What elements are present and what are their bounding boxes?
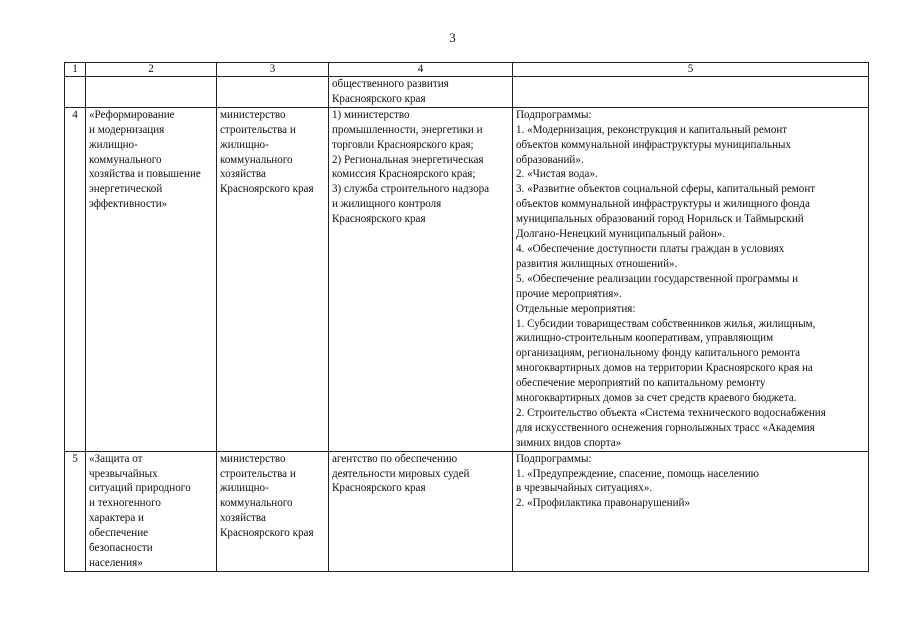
text-line: 3. «Развитие объектов социальной сферы, капитальный ремонт (516, 183, 816, 196)
text-line: 3) служба строительного надзора (332, 183, 490, 196)
text-line: Подпрограммы: (516, 108, 592, 121)
text-line: эффективности» (89, 198, 168, 211)
program-name-cell (86, 451, 217, 571)
text-line: агентство по обеспечению (332, 452, 458, 465)
text-line: муниципальных образований город Норильск и Таймырский (516, 213, 804, 226)
text-line: «Реформирование (89, 108, 175, 121)
text-line: Подпрограммы: (516, 452, 592, 465)
program-name-cell (86, 107, 217, 451)
coexecutors-cell (329, 107, 513, 451)
table-row (65, 107, 869, 451)
text-line: обеспечение (89, 527, 149, 540)
cell (217, 77, 329, 108)
header-cell: 5 (513, 63, 869, 77)
text-line: 1) министерство (332, 108, 410, 121)
text-line: чрезвычайных (89, 467, 158, 480)
text-line: Красноярского края (332, 213, 426, 226)
text-line: 2. Строительство объекта «Система технического водоснабжения (516, 406, 826, 419)
text-line: комиссия Красноярского края; (332, 168, 476, 181)
text-line: Красноярского края (220, 183, 314, 196)
text-line: обеспечение мероприятий по капитальному ремонту (516, 377, 766, 390)
text-line: жилищно- (89, 138, 138, 151)
text-line: многоквартирных домов на территории Красноярского края на (516, 362, 813, 375)
header-cell: 3 (217, 63, 329, 77)
text-line: объектов коммунальной инфраструктуры и жилищного фонда (516, 198, 810, 211)
text-line: жилищно- (220, 138, 269, 151)
text-line: 4. «Обеспечение доступности платы граждан в условиях (516, 242, 785, 255)
text-line: жилищно- (220, 482, 269, 495)
text-line: Красноярского края (332, 482, 426, 495)
header-cell: 1 (65, 63, 86, 77)
text-line: 1. «Модернизация, реконструкция и капитальный ремонт (516, 123, 788, 136)
text-line: Красноярского края (220, 527, 314, 540)
text-line: 2. «Профилактика правонарушений» (516, 497, 691, 510)
text-line: ситуаций природного (89, 482, 191, 495)
continuation-row (65, 77, 869, 108)
table-row (65, 451, 869, 571)
text-line: и техногенного (89, 497, 161, 510)
text-line: торговли Красноярского края; (332, 138, 474, 151)
text-line: хозяйства (220, 512, 266, 525)
row-number: 5 (65, 451, 86, 571)
header-cell: 4 (329, 63, 513, 77)
text-line: коммунального (220, 153, 293, 166)
cell (65, 77, 86, 108)
text-line: «Защита от (89, 452, 143, 465)
header-cell: 2 (86, 63, 217, 77)
subprograms-cell (513, 451, 869, 571)
text-line: хозяйства (220, 168, 266, 181)
text-line: 1. «Предупреждение, спасение, помощь населению (516, 467, 759, 480)
text-line: многоквартирных домов за счет средств краевого бюджета. (516, 392, 797, 405)
row-number: 4 (65, 107, 86, 451)
text-line: безопасности (89, 542, 153, 555)
text-line: характера и (89, 512, 144, 525)
responsible-cell (217, 107, 329, 451)
text-line: 2) Региональная энергетическая (332, 153, 484, 166)
text-line: коммунального (220, 497, 293, 510)
text-line: образований». (516, 153, 584, 166)
text-line: хозяйства и повышение (89, 168, 201, 181)
text-line: в чрезвычайных ситуациях». (516, 482, 653, 495)
text-line: Долгано-Ненецкий муниципальный район». (516, 228, 726, 241)
text-line: общественного развития (332, 78, 449, 90)
text-line: 2. «Чистая вода». (516, 168, 598, 181)
responsible-cell (217, 451, 329, 571)
text-line: жилищно-строительным кооперативам, управляющим (516, 332, 774, 345)
text-line: прочие мероприятия». (516, 287, 622, 300)
text-line: и жилищного контроля (332, 198, 442, 211)
text-line: промышленности, энергетики и (332, 123, 483, 136)
text-line: 1. Субсидии товариществам собственников жилья, жилищным, (516, 317, 816, 330)
coexecutors-cell (329, 77, 513, 108)
text-line: зимних видов спорта» (516, 436, 622, 449)
text-line: министерство (220, 108, 286, 121)
text-line: 5. «Обеспечение реализации государственной программы и (516, 272, 799, 285)
text-line: объектов коммунальной инфраструктуры муниципальных (516, 138, 792, 151)
text-line: деятельности мировых судей (332, 467, 470, 480)
text-line: населения» (89, 557, 143, 569)
text-line: Отдельные мероприятия: (516, 302, 636, 315)
text-line: развития жилищных отношений». (516, 257, 678, 270)
text-line: строительства и (220, 467, 296, 480)
header-row (65, 63, 869, 77)
cell (86, 77, 217, 108)
text-line: строительства и (220, 123, 296, 136)
coexecutors-cell (329, 451, 513, 571)
subprograms-cell (513, 107, 869, 451)
cell (513, 77, 869, 108)
text-line: коммунального (89, 153, 162, 166)
text-line: организациям, региональному фонду капитального ремонта (516, 347, 801, 360)
text-line: энергетической (89, 183, 163, 196)
text-line: для искусственного оснежения горнолыжных трасс «Академия (516, 421, 815, 434)
page-number: 3 (449, 30, 456, 45)
programs-table (64, 62, 869, 572)
text-line: министерство (220, 452, 286, 465)
text-line: Красноярского края (332, 92, 426, 105)
text-line: и модернизация (89, 123, 165, 136)
